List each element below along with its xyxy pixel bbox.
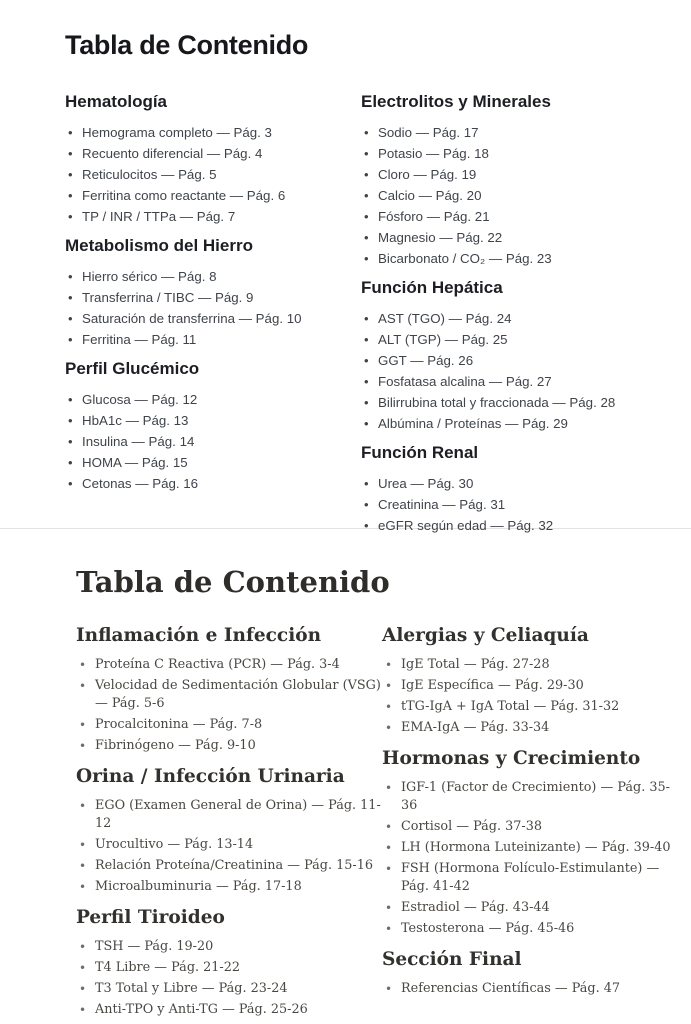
toc-list <box>361 122 671 269</box>
page-title: Tabla de Contenido <box>65 30 309 60</box>
toc-item: • ALT (TGP) — Pág. 25 <box>361 329 671 350</box>
section-heading: Electrolitos y Minerales <box>361 92 551 111</box>
toc-item: • IGF-1 (Factor de Crecimiento) — Pág. 35-36 <box>382 779 682 815</box>
toc-section <box>382 948 682 998</box>
toc-section <box>65 91 361 227</box>
toc-item: • HOMA — Pág. 15 <box>65 452 361 473</box>
toc-item: • TP / INR / TTPa — Pág. 7 <box>65 206 361 227</box>
toc-item: • Sodio — Pág. 17 <box>361 122 671 143</box>
section-heading: Función Renal <box>361 443 479 462</box>
toc-item: • Insulina — Pág. 14 <box>65 431 361 452</box>
toc-list <box>76 797 382 896</box>
toc-item: • Creatinina — Pág. 31 <box>361 494 671 515</box>
toc-list <box>382 779 682 938</box>
toc-item: • Hemograma completo — Pág. 3 <box>65 122 361 143</box>
section-heading: Hematología <box>65 92 168 111</box>
toc-item: • AST (TGO) — Pág. 24 <box>361 308 671 329</box>
section-heading: Perfil Glucémico <box>65 359 200 378</box>
toc-column <box>76 624 382 1022</box>
toc-item: • IgE Total — Pág. 27-28 <box>382 656 682 674</box>
toc-list <box>65 266 361 350</box>
toc-item: • Fibrinógeno — Pág. 9-10 <box>76 737 382 755</box>
toc-item: • Cetonas — Pág. 16 <box>65 473 361 494</box>
toc-item: • Albúmina / Proteínas — Pág. 29 <box>361 413 671 434</box>
toc-columns <box>76 624 671 1022</box>
toc-item: • tTG-IgA + IgA Total — Pág. 31-32 <box>382 698 682 716</box>
toc-section <box>361 277 671 434</box>
toc-item: • Calcio — Pág. 20 <box>361 185 671 206</box>
toc-list <box>361 473 671 536</box>
toc-section <box>76 765 382 896</box>
toc-item: • GGT — Pág. 26 <box>361 350 671 371</box>
toc-item: • eGFR según edad — Pág. 32 <box>361 515 671 536</box>
toc-section <box>382 624 682 737</box>
toc-column <box>382 624 682 1022</box>
toc-section <box>382 747 682 938</box>
section-heading: Orina / Infección Urinaria <box>76 766 345 787</box>
toc-column <box>361 91 671 536</box>
toc-item: • FSH (Hormona Folículo-Estimulante) — Pág. 41-42 <box>382 860 682 896</box>
toc-columns <box>65 91 671 536</box>
section-heading: Inflamación e Infección <box>76 625 322 646</box>
toc-list <box>65 389 361 494</box>
toc-list <box>76 938 382 1019</box>
toc-item: • EGO (Examen General de Orina) — Pág. 11-12 <box>76 797 382 833</box>
section-heading: Metabolismo del Hierro <box>65 236 253 255</box>
toc-item: • Testosterona — Pág. 45-46 <box>382 920 682 938</box>
toc-section <box>361 442 671 536</box>
toc-item: • Relación Proteína/Creatinina — Pág. 15-16 <box>76 857 382 875</box>
toc-column <box>65 91 361 536</box>
toc-list <box>382 980 682 998</box>
toc-item: • Cortisol — Pág. 37-38 <box>382 818 682 836</box>
toc-item: • Cloro — Pág. 19 <box>361 164 671 185</box>
section-heading: Sección Final <box>382 949 522 970</box>
toc-item: • Magnesio — Pág. 22 <box>361 227 671 248</box>
toc-item: • Procalcitonina — Pág. 7-8 <box>76 716 382 734</box>
toc-item: • Urocultivo — Pág. 13-14 <box>76 836 382 854</box>
toc-item: • Bilirrubina total y fraccionada — Pág. 28 <box>361 392 671 413</box>
toc-item: • HbA1c — Pág. 13 <box>65 410 361 431</box>
toc-item: • Glucosa — Pág. 12 <box>65 389 361 410</box>
toc-item: • Referencias Científicas — Pág. 47 <box>382 980 682 998</box>
toc-item: • IgE Específica — Pág. 29-30 <box>382 677 682 695</box>
toc-item: • TSH — Pág. 19-20 <box>76 938 382 956</box>
toc-item: • Estradiol — Pág. 43-44 <box>382 899 682 917</box>
section-heading: Perfil Tiroideo <box>76 907 225 928</box>
toc-item: • Reticulocitos — Pág. 5 <box>65 164 361 185</box>
toc-item: • T3 Total y Libre — Pág. 23-24 <box>76 980 382 998</box>
toc-item: • Urea — Pág. 30 <box>361 473 671 494</box>
toc-item: • Saturación de transferrina — Pág. 10 <box>65 308 361 329</box>
toc-list <box>361 308 671 434</box>
toc-item: • Ferritina — Pág. 11 <box>65 329 361 350</box>
toc-item: • Transferrina / TIBC — Pág. 9 <box>65 287 361 308</box>
toc-item: • Recuento diferencial — Pág. 4 <box>65 143 361 164</box>
toc-section <box>76 624 382 755</box>
toc-item: • Proteína C Reactiva (PCR) — Pág. 3-4 <box>76 656 382 674</box>
section-heading: Alergias y Celiaquía <box>382 625 589 646</box>
toc-list <box>382 656 682 737</box>
page-title: Tabla de Contenido <box>76 565 390 599</box>
toc-section <box>76 906 382 1019</box>
toc-item: • Fosfatasa alcalina — Pág. 27 <box>361 371 671 392</box>
toc-item: • Fósforo — Pág. 21 <box>361 206 671 227</box>
toc-list <box>76 656 382 755</box>
toc-item: • Ferritina como reactante — Pág. 6 <box>65 185 361 206</box>
toc-section <box>65 235 361 350</box>
toc-item: • LH (Hormona Luteinizante) — Pág. 39-40 <box>382 839 682 857</box>
toc-list <box>65 122 361 227</box>
toc-item: • Hierro sérico — Pág. 8 <box>65 266 361 287</box>
toc-item: • Microalbuminuria — Pág. 17-18 <box>76 878 382 896</box>
toc-section <box>361 91 671 269</box>
toc-item: • Velocidad de Sedimentación Globular (VSG) — Pág. 5-6 <box>76 677 382 713</box>
toc-page-serif <box>0 529 691 1023</box>
section-heading: Hormonas y Crecimiento <box>382 748 641 769</box>
toc-section <box>65 358 361 494</box>
toc-item: • Anti-TPO y Anti-TG — Pág. 25-26 <box>76 1001 382 1019</box>
toc-item: • EMA-IgA — Pág. 33-34 <box>382 719 682 737</box>
toc-item: • T4 Libre — Pág. 21-22 <box>76 959 382 977</box>
toc-item: • Bicarbonato / CO₂ — Pág. 23 <box>361 248 671 269</box>
toc-item: • Potasio — Pág. 18 <box>361 143 671 164</box>
section-heading: Función Hepática <box>361 278 503 297</box>
